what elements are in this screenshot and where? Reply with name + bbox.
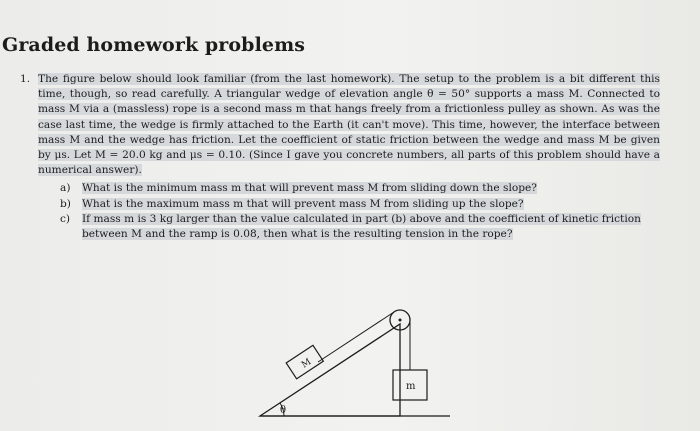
problem-1 [20, 72, 660, 242]
part-text: If mass m is 3 kg larger than the value calculated in part (b) above and the coefficient of kinetic friction between M and the ramp is 0.08, then what is the resulting tension in the rope? [82, 212, 641, 241]
problem-statement [38, 72, 660, 178]
page-title: Graded homework problems [2, 34, 306, 56]
part-text: What is the maximum mass m that will prevent mass M from sliding up the slope? [82, 197, 524, 210]
problem-text: The figure below should look familiar (from the last homework). The setup to the problem is a bit different this time, though, so read carefully. A triangular wedge of elevation angle θ = 50° supports a mass M. Connected to mass M via a (massless) rope is a second mass m that hangs freely from a frictionless pulley as shown. As was the case last time, the wedge is firmly attached to the Earth (it can't move). This time, however, the interface between mass M and the wedge has friction. Let the coefficient of static friction between the wedge and mass M be given by μs. Let M = 20.0 kg and μs = 0.10. (Since I gave you concrete numbers, all parts of this problem should have a numerical answer). [38, 73, 660, 177]
pulley-axle [399, 319, 402, 322]
wedge-pulley-figure [250, 296, 450, 428]
block-m-label: m [406, 381, 416, 392]
block-M [286, 345, 323, 378]
part-label: a) [60, 182, 71, 195]
part-label: b) [60, 197, 71, 210]
part-b [60, 197, 660, 212]
wedge [260, 324, 400, 416]
part-a [60, 181, 660, 196]
problem-number: 1. [20, 73, 31, 85]
angle-label: θ [280, 405, 287, 416]
block-M-label: M [300, 357, 314, 371]
part-c [60, 212, 660, 242]
rope-incline [318, 312, 394, 362]
problem-parts [60, 181, 660, 242]
part-label: c) [60, 212, 71, 225]
part-text: What is the minimum mass m that will prevent mass M from sliding down the slope? [82, 182, 537, 195]
